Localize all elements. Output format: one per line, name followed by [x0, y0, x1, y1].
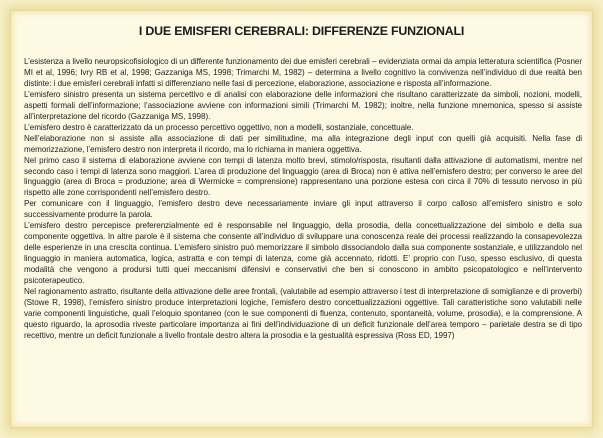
- document-title: I DUE EMISFERI CEREBRALI: DIFFERENZE FUNZIONALI: [138, 24, 465, 38]
- document-body: [24, 57, 582, 342]
- paragraph-abstract-reasoning: Nel ragionamento astratto, risultante della attivazione delle aree frontali, (valutabile ad esempio attraverso i test di interpretazione di somiglianze e di proverbi) (Stowe R, 1998), l’emisfero sinistro produce interpretazioni logiche, l’emisfero destro concettualizzazioni oggettive. Tali caratteristiche sono valutabili nelle varie componenti linguistiche, quali l’eloquio spontaneo (con le sue componenti di fluenza, contenuto, spontaneità, volume, prosodia), e la comprensione. A questo riguardo, la aprosodia riveste particolare importanza ai fini dell’individuazione di un deficit funzionale dell’area temporo – parietale destra se di tipo recettivo, mentre un deficit funzionale a livello frontale destro altera la prosodia e la gestualità espressiva (Ross ED, 1997): [24, 287, 582, 340]
- paragraph-latency: Nel primo caso il sistema di elaborazione avviene con tempi di latenza molto brevi, stimolo/risposta, risultanti dalla attivazione di automatismi, mentre nel secondo caso i tempi di latenza sono maggiori. L’area di produzione del linguaggio (area di Broca) non è attiva nell’emisfero destro; per converso le aree del linguaggio (area di Broca = produzione; area di Wermicke = comprensione) rappresentano una porzione estesa con circa il 70% di tessuto nervoso in più rispetto alle zone corrispondenti nell’emisfero destro.: [24, 155, 582, 198]
- paragraph-elaboration: Nell’elaborazione non si assiste alla associazione di dati per similitudine, ma alla integrazione degli input con quelli già acquisiti. Nella fase di memorizzazione, l’emisfero destro non interpreta il ricordo, ma lo richiama in maniera oggettiva.: [24, 133, 582, 154]
- paragraph-communication: Per comunicare con il linguaggio, l’emisfero destro deve necessariamente inviare gli input attraverso il corpo calloso all’emisfero sinistro e solo successivamente produrre la parola.: [24, 199, 582, 220]
- paragraph-left-hemisphere: L’emisfero sinistro presenta un sistema percettivo e di analisi con elaborazione delle informazioni che risultano caratterizzate da simboli, nozioni, modelli, aspetti formali dell’informazione; l’associazione avviene con informazioni simili (Trimarchi M. 1982); inoltre, nella funzione mnemonica, spesso si assiste all’interpretazione del ricordo (Gazzaniga MS, 1998).: [24, 89, 582, 121]
- paragraph-right-hemisphere: L’emisfero destro è caratterizzato da un processo percettivo oggettivo, non a modelli, sostanziale, concettuale.: [24, 122, 414, 132]
- paragraph-intro: L’esistenza a livello neuropsicofisiologico di un differente funzionamento dei due emisferi cerebrali – evidenziata ormai da ampia letteratura scientifica (Posner MI et al, 1996; Ivry RB et al, 1998; Gazzaniga MS, 1998; Trimarchi M, 1982) – determina a livello cognitivo la convivenza nell’individuo di due realtà ben distinte: i due emisferi cerebrali infatti si differenziano nelle fasi di percezione, elaborazione, associazione e risposta all’informazione.: [24, 57, 582, 88]
- paragraph-perception: L’emisfero destro percepisce preferenzialmente ed è responsabile nel linguaggio, della prosodia, della concettualizzazione del simbolo e della sua componente oggettiva. In altre parole è il sistema che consente all’individuo di sviluppare una conoscenza reale dei processi realizzando la consapevolezza delle esperienze in una crescita continua. L’emisfero sinistro può memorizzare il simbolo dissociandolo dalla sua componente sostanziale, e utilizzandolo nel linguaggio in maniera automatica, logica, astratta e con tempi di latenza, come già accennato, ridotti. E’ proprio con l’uso, spesso esclusivo, di questa modalità che vengono a prodursi tutti quei meccanismi difensivi e conservativi che ben si conoscono in ambito psicopatologico e nell’intervento psicoterapeutico.: [24, 221, 582, 286]
